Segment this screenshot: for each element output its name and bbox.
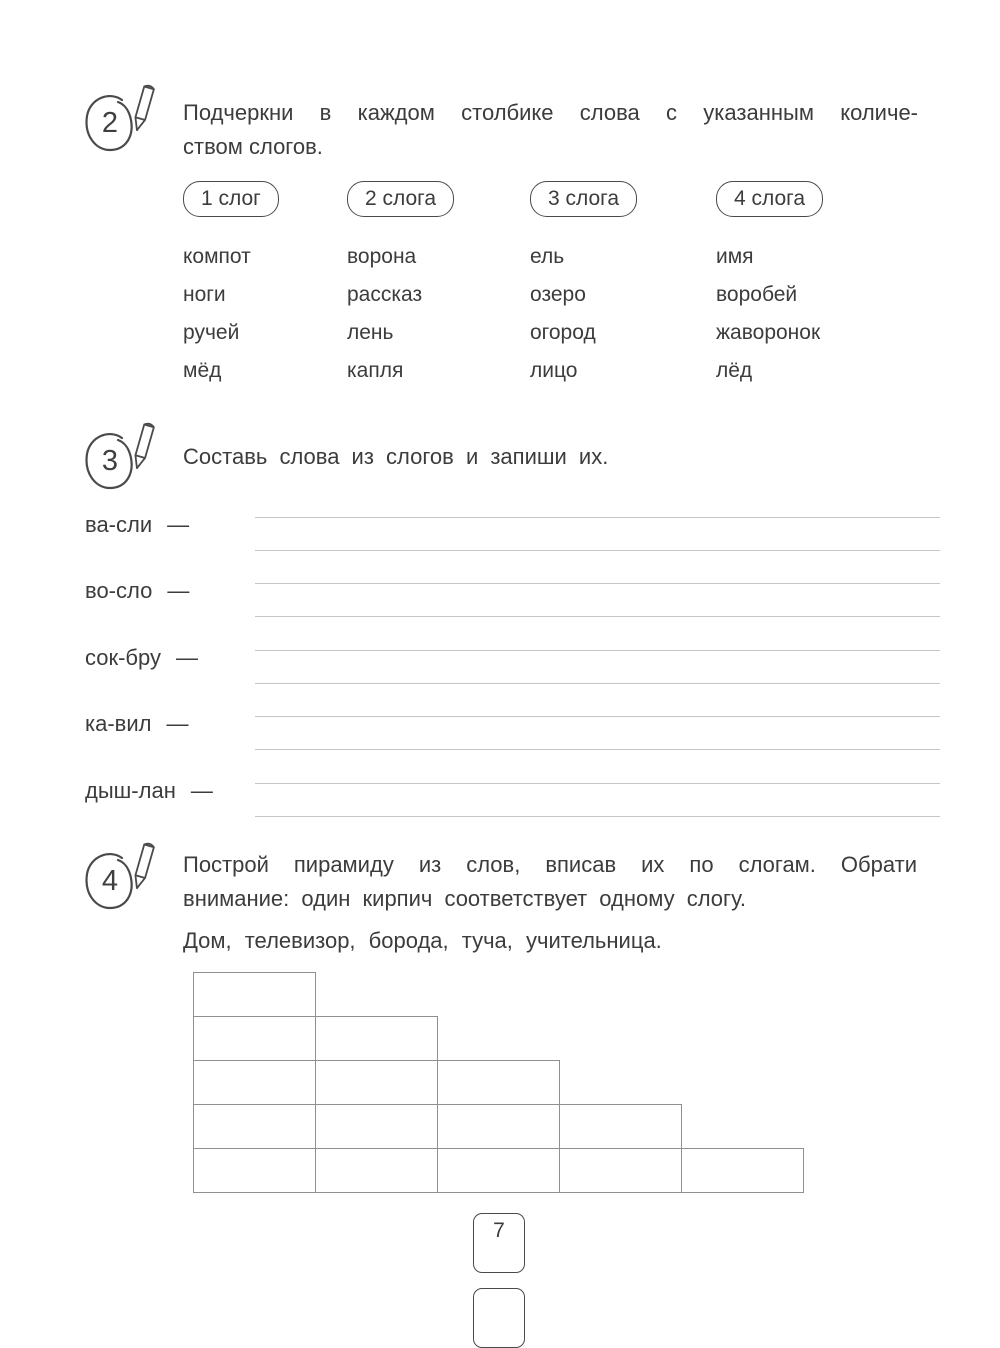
syllable-item [85,631,940,697]
syllable-text: во-сло [85,578,153,604]
exercise-3-task [183,440,743,474]
task-line: Составь слова из слогов и запиши их. [183,444,609,469]
column-header [183,181,279,217]
syllable-item [85,764,940,830]
page-number-box [473,1213,525,1273]
writing-line [255,749,940,750]
column-3-syllables [530,181,716,390]
writing-line [255,683,940,684]
exercise-4-badge [82,850,160,916]
task-line: ством слогов. [183,134,323,159]
exercise-2-badge [82,92,160,158]
syllable-label [85,498,189,552]
syllable-text: дыш-лан [85,777,176,803]
writing-line [255,616,940,617]
column-header [347,181,454,217]
writing-line [255,550,940,551]
pyramid-cell [559,1104,682,1149]
column-2-syllables [347,181,530,390]
pyramid-cell [315,1148,438,1193]
syllable-item [85,564,940,630]
pyramid-cell [193,1016,316,1061]
dash: — [167,512,190,537]
pyramid-row [193,1060,804,1105]
writing-line [255,716,940,717]
syllable-text: сок-бру [85,644,162,670]
dash: — [167,578,190,604]
syllable-text: ва-сли [85,512,153,537]
column-header [716,181,823,217]
word: мёд [183,359,222,382]
pencil-icon [128,82,158,141]
exercise-number: 3 [101,444,119,477]
pyramid-row [193,1104,804,1149]
syllable-label [85,564,189,618]
word: лицо [530,359,578,382]
pyramid-cell [193,972,316,1017]
pyramid-cell [315,1104,438,1149]
pyramid-cell [437,1104,560,1149]
word-list [716,238,823,390]
syllable-text: ка-вил [85,711,152,737]
column-header-label: 2 слога [365,187,437,210]
writing-line [255,783,940,784]
column-header-label: 3 слога [548,187,620,210]
word: озеро [530,283,586,306]
pyramid-cell [315,1060,438,1105]
word: воробей [716,283,798,306]
column-header-label: 1 слог [201,187,261,210]
word: жаворонок [716,321,821,344]
word-list [183,238,347,390]
dash: — [190,777,213,803]
word: лень [347,321,394,344]
pyramid-cell [437,1148,560,1193]
word: ручей [183,321,240,344]
pyramid-row [193,1148,804,1193]
pyramid-row [193,972,804,1017]
word: имя [716,245,754,268]
word: рассказ [347,283,423,306]
syllable-label [85,697,188,751]
pencil-icon [128,840,158,899]
syllable-columns [183,181,823,390]
pyramid-cell [193,1148,316,1193]
task-line: внимание: один кирпич соответствует одному слогу. [183,886,746,911]
writing-line [255,816,940,817]
pyramid-row [193,1016,804,1061]
word: ель [530,245,565,268]
dash: — [176,644,199,670]
dash: — [166,711,189,737]
column-header-label: 4 слога [734,187,806,210]
pyramid-cell [681,1148,804,1193]
pyramid-word-list: Дом, телевизор, борода, туча, учительница. [183,928,662,953]
word-list [530,238,716,390]
task-line: Подчеркни в каждом столбике слова с указанным количе- [183,100,918,125]
pyramid-cell [193,1104,316,1149]
pyramid-cell [193,1060,316,1105]
word: ноги [183,283,226,306]
word-list [347,238,530,390]
syllable-compose-list [85,498,940,830]
syllable-item [85,498,940,564]
word: лёд [716,359,753,382]
task-line: Построй пирамиду из слов, вписав их по слогам. Обрати [183,852,917,877]
exercise-3-badge [82,430,160,496]
word: огород [530,321,596,344]
footer-cut-box [473,1288,525,1348]
syllable-label [85,631,198,685]
pyramid-cell [437,1060,560,1105]
word: компот [183,245,251,268]
exercise-number: 2 [101,106,119,139]
column-4-syllables [716,181,823,390]
writing-line [255,650,940,651]
pyramid-cell [559,1148,682,1193]
syllable-item [85,697,940,763]
syllable-label [85,764,213,818]
word: капля [347,359,404,382]
pencil-icon [128,420,158,479]
word: ворона [347,245,417,268]
syllable-pyramid [193,972,804,1193]
column-header [530,181,637,217]
exercise-4-task [183,848,917,916]
page-number: 7 [493,1219,505,1242]
writing-line [255,517,940,518]
exercise-number: 4 [101,864,119,897]
writing-line [255,583,940,584]
exercise-2-task [183,96,918,164]
pyramid-cell [315,1016,438,1061]
column-1-syllable [183,181,347,390]
